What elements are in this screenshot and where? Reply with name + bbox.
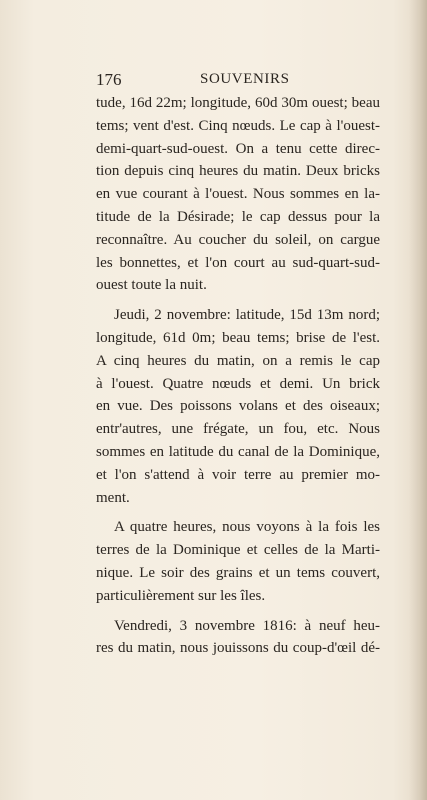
page-gutter-shadow: [409, 0, 427, 800]
paragraph-2: [96, 304, 380, 509]
paragraph-3: [96, 516, 380, 607]
page-header: [96, 70, 378, 92]
running-title: SOUVENIRS: [200, 71, 290, 87]
paragraph-4: [96, 615, 380, 661]
text-line: reconnaître. Au coucher du soleil, on cargue: [96, 231, 380, 248]
text-line: en vue. Des poissons volans et des oiseaux;: [96, 398, 380, 415]
text-line: ouest toute la nuit.: [96, 277, 207, 294]
text-line: nique. Le soir des grains et un tems couvert,: [96, 564, 380, 581]
paragraph-1: [96, 92, 380, 297]
text-line: et l'on s'attend à voir terre au premier mo-: [96, 466, 380, 483]
text-line: titude de la Désirade; le cap dessus pour la: [96, 208, 380, 225]
text-line: Jeudi, 2 novembre: latitude, 15d 13m nord;: [114, 307, 380, 324]
text-line: ment.: [96, 489, 130, 506]
text-line: les bonnettes, et l'on court au sud-quart-sud-: [96, 254, 380, 271]
text-line: sommes en latitude du canal de la Dominique,: [96, 443, 380, 460]
text-line: à l'ouest. Quatre nœuds et demi. Un brick: [96, 375, 380, 392]
text-line: Vendredi, 3 novembre 1816: à neuf heu-: [114, 617, 380, 634]
text-line: en vue courant à l'ouest. Nous sommes en la-: [96, 186, 380, 203]
page-number: 176: [96, 70, 122, 89]
text-line: entr'autres, une frégate, un fou, etc. Nous: [96, 421, 380, 438]
text-line: res du matin, nous jouissons du coup-d'œil dé-: [96, 640, 380, 657]
text-line: tude, 16d 22m; longitude, 60d 30m ouest; beau: [96, 95, 380, 111]
text-line: particulièrement sur les îles.: [96, 587, 266, 604]
text-line: demi-quart-sud-ouest. On a tenu cette direc-: [96, 140, 380, 157]
text-line: A quatre heures, nous voyons à la fois les: [114, 519, 380, 536]
text-line: A cinq heures du matin, on a remis le cap: [96, 352, 380, 369]
text-line: tion depuis cinq heures du matin. Deux bricks: [96, 163, 380, 180]
text-line: terres de la Dominique et celles de la Marti-: [96, 542, 380, 559]
body-text: [96, 92, 380, 667]
text-line: longitude, 61d 0m; beau tems; brise de l'est.: [96, 329, 380, 346]
text-line: tems; vent d'est. Cinq nœuds. Le cap à l'ouest-: [96, 117, 380, 134]
